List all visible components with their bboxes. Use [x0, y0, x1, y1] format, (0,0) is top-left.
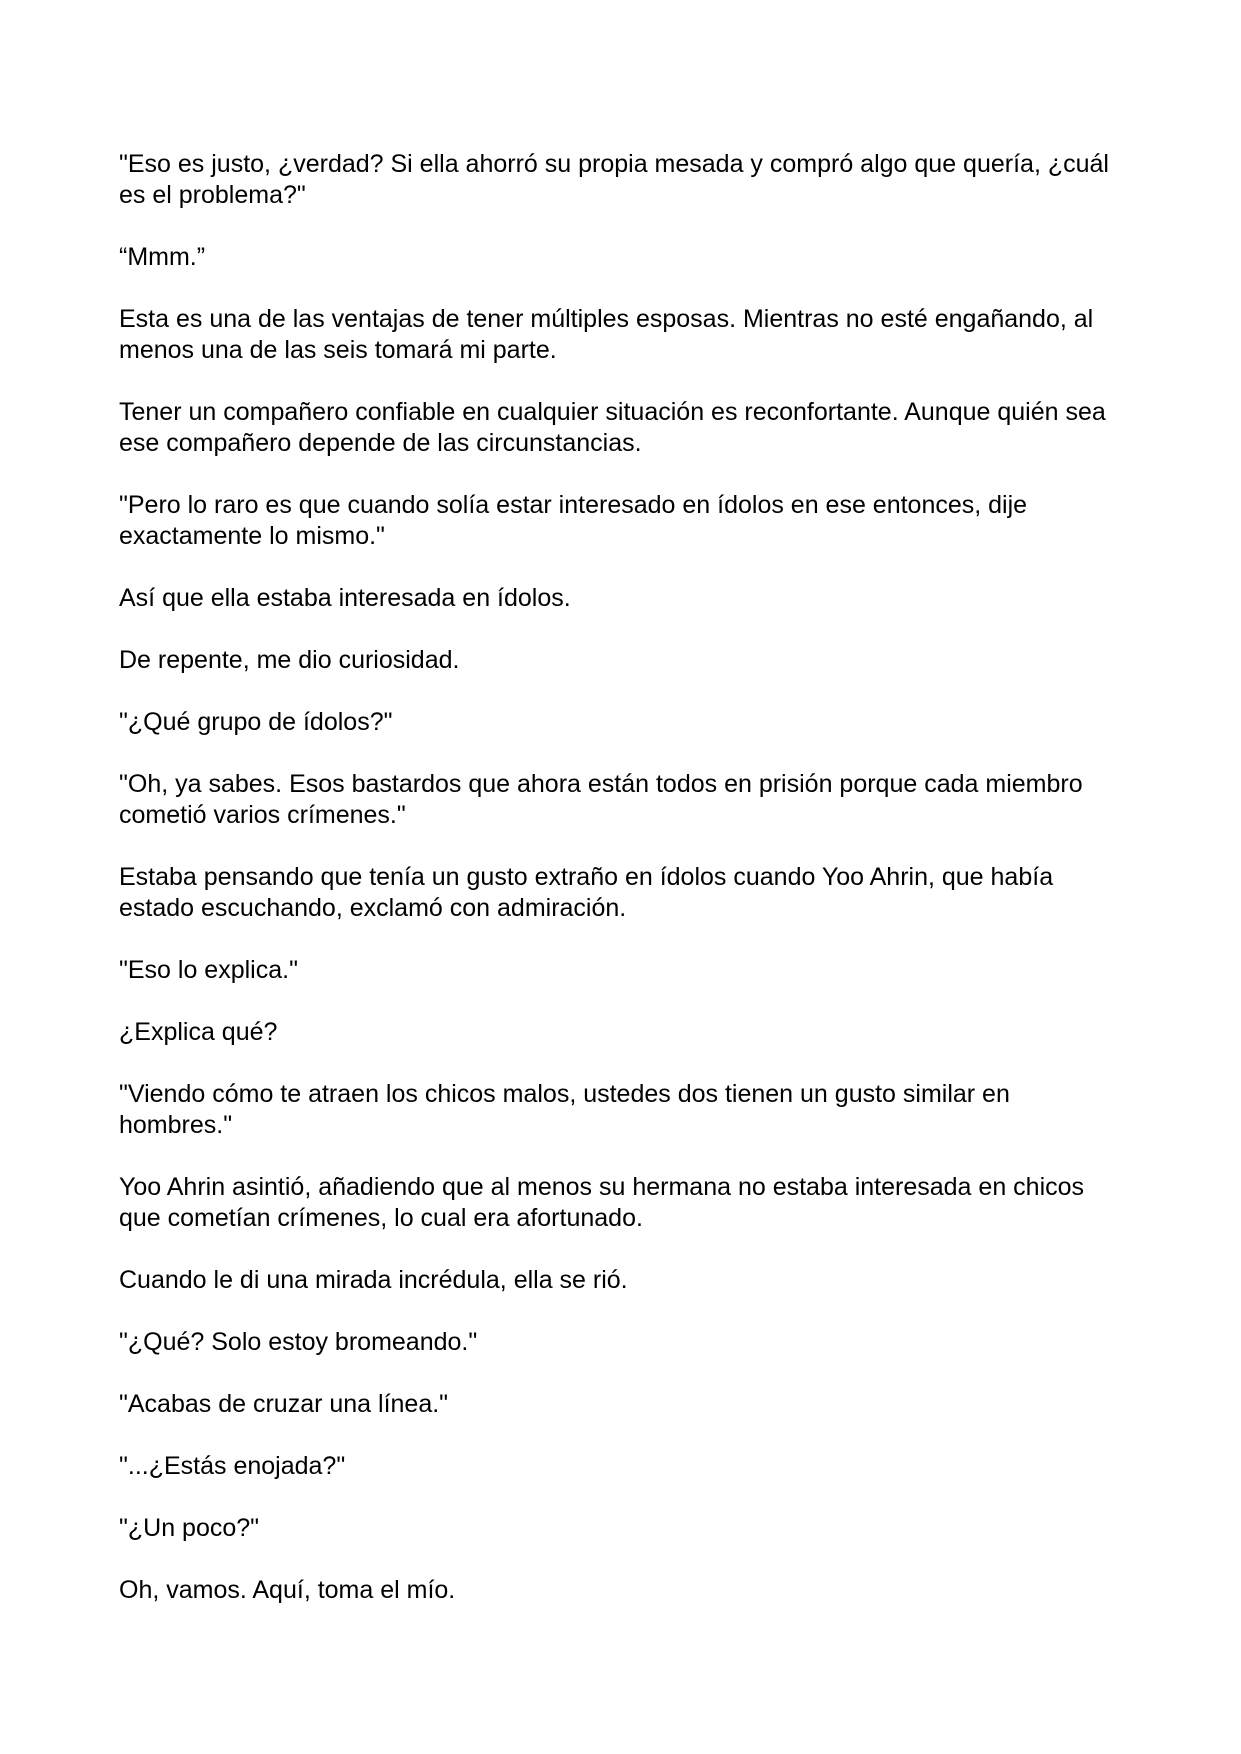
paragraph: Estaba pensando que tenía un gusto extraño en ídolos cuando Yoo Ahrin, que había estado escuchando, exclamó con admiración.: [119, 863, 1054, 922]
paragraph: Esta es una de las ventajas de tener múltiples esposas. Mientras no esté engañando, al menos una de las seis tomará mi parte.: [119, 305, 1094, 364]
paragraph: "¿Qué? Solo estoy bromeando.": [119, 1328, 478, 1356]
paragraph: Tener un compañero confiable en cualquier situación es reconfortante. Aunque quién sea ese compañero depende de las circunstancias.: [119, 398, 1106, 457]
paragraph: Oh, vamos. Aquí, toma el mío.: [119, 1576, 456, 1604]
paragraph: "Viendo cómo te atraen los chicos malos, ustedes dos tienen un gusto similar en hombres.": [119, 1080, 1010, 1139]
paragraph: "¿Qué grupo de ídolos?": [119, 708, 393, 736]
paragraph: De repente, me dio curiosidad.: [119, 646, 460, 674]
paragraph: Así que ella estaba interesada en ídolos.: [119, 584, 571, 612]
paragraph: "Oh, ya sabes. Esos bastardos que ahora están todos en prisión porque cada miembro cometió varios crímenes.": [119, 770, 1083, 829]
paragraph: “Mmm.”: [119, 243, 206, 271]
paragraph: "Eso lo explica.": [119, 956, 298, 984]
paragraph: "Pero lo raro es que cuando solía estar interesado en ídolos en ese entonces, dije exactamente lo mismo.": [119, 491, 1028, 550]
paragraph: "¿Un poco?": [119, 1514, 260, 1542]
paragraph: Yoo Ahrin asintió, añadiendo que al menos su hermana no estaba interesada en chicos que cometían crímenes, lo cual era afortunado.: [119, 1173, 1085, 1232]
paragraph: "...¿Estás enojada?": [119, 1452, 346, 1480]
document-body: [119, 149, 1129, 1637]
paragraph: "Acabas de cruzar una línea.": [119, 1390, 449, 1418]
paragraph: ¿Explica qué?: [119, 1018, 278, 1046]
paragraph: Cuando le di una mirada incrédula, ella se rió.: [119, 1266, 628, 1294]
paragraph: "Eso es justo, ¿verdad? Si ella ahorró su propia mesada y compró algo que quería, ¿cuál es el problema?": [119, 150, 1109, 209]
